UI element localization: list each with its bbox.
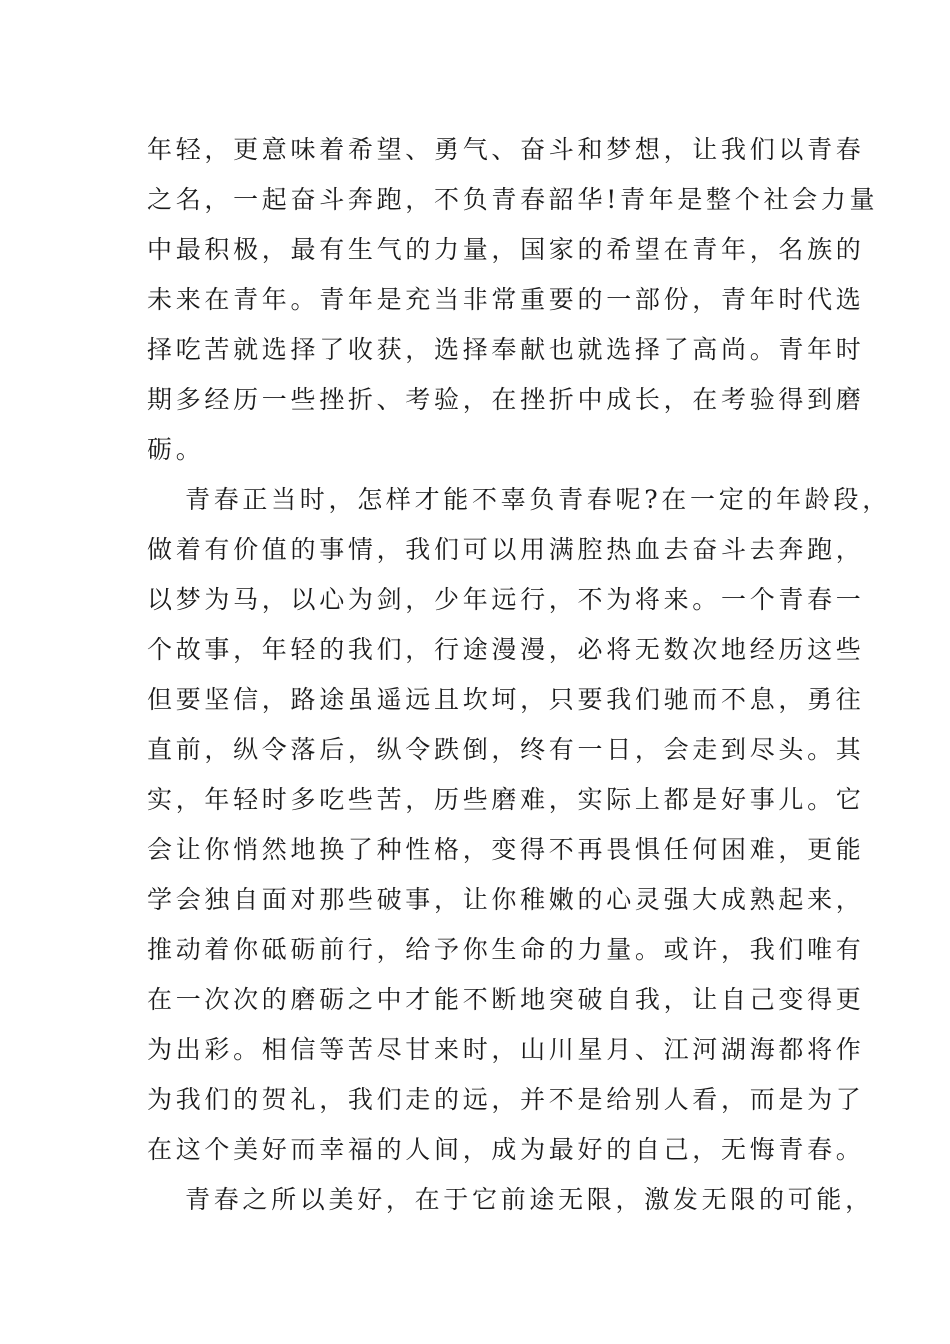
text-line: 做着有价值的事情，我们可以用满腔热血去奋斗去奔跑， xyxy=(147,535,865,564)
text-line: 年轻，更意味着希望、勇气、奋斗和梦想，让我们以青春 xyxy=(147,135,865,164)
text-line: 择吃苦就选择了收获，选择奉献也就选择了高尚。青年时 xyxy=(147,335,865,364)
text-line: 实，年轻时多吃些苦，历些磨难，实际上都是好事儿。它 xyxy=(147,785,865,814)
text-line: 以梦为马，以心为剑，少年远行，不为将来。一个青春一 xyxy=(147,585,865,614)
text-line: 之名，一起奋斗奔跑，不负青春韶华!青年是整个社会力量 xyxy=(147,185,879,214)
text-line: 期多经历一些挫折、考验，在挫折中成长，在考验得到磨 xyxy=(147,385,865,414)
text-line: 直前，纵令落后，纵令跌倒，终有一日，会走到尽头。其 xyxy=(147,735,865,764)
text-line: 中最积极，最有生气的力量，国家的希望在青年，名族的 xyxy=(147,235,865,264)
text-line: 未来在青年。青年是充当非常重要的一部份，青年时代选 xyxy=(147,285,865,314)
text-line: 为我们的贺礼，我们走的远，并不是给别人看，而是为了 xyxy=(147,1085,865,1114)
text-line: 推动着你砥砺前行，给予你生命的力量。或许，我们唯有 xyxy=(147,935,865,964)
text-line: 会让你悄然地换了种性格，变得不再畏惧任何困难，更能 xyxy=(147,835,865,864)
text-line: 为出彩。相信等苦尽甘来时，山川星月、江河湖海都将作 xyxy=(147,1035,865,1064)
text-line: 在这个美好而幸福的人间，成为最好的自己，无悔青春。 xyxy=(147,1135,865,1164)
paragraph-first-line: 青春之所以美好，在于它前途无限，激发无限的可能， xyxy=(185,1185,874,1214)
text-line: 在一次次的磨砺之中才能不断地突破自我，让自己变得更 xyxy=(147,985,865,1014)
text-line: 但要坚信，路途虽遥远且坎坷，只要我们驰而不息，勇往 xyxy=(147,685,865,714)
text-line: 砺。 xyxy=(147,435,205,464)
paragraph-first-line: 青春正当时，怎样才能不辜负青春呢?在一定的年龄段， xyxy=(185,485,891,514)
text-line: 个故事，年轻的我们，行途漫漫，必将无数次地经历这些 xyxy=(147,635,865,664)
text-line: 学会独自面对那些破事，让你稚嫩的心灵强大成熟起来， xyxy=(147,885,865,914)
